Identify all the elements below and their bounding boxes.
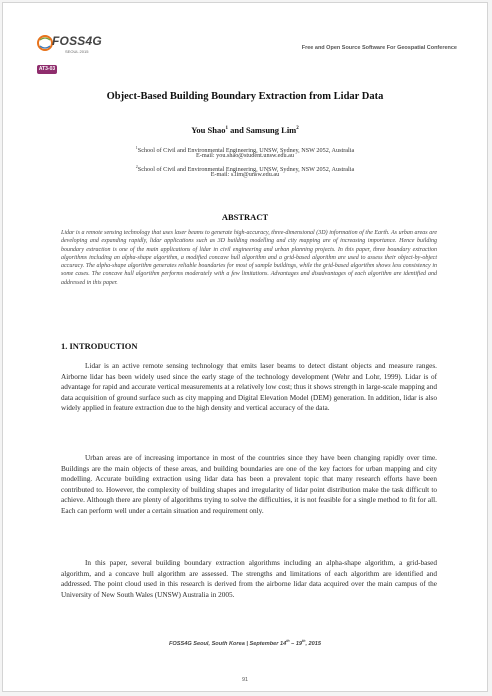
logo-text: FOSS4G (52, 34, 102, 48)
abstract-text: Lidar is a remote sensing technology that uses laser beams to generate high-accuracy, three-dimensional (3D) information of the Earth. As urban areas are developing and expanding rapidly, lidar applications such as 3D building modelling and city mapping are of increasing importance. Hence building boundary extraction is one of the main applications of lidar in civil engineering and urban planning projects. In this paper, three boundary extraction algorithms including an alpha-shape algorithm, a modified concave hull algorithm and a grid-based algorithm are used to assess their object-by-object accuracy. The alpha-shape algorithm generates reliable boundaries for most of sample buildings, while the grid-based algorithm shows less consistency in some cases. The concave hull algorithm performs moderately with a few limitations. Advantages and disadvantages of each algorithm are identified and addressed in this paper. (61, 230, 437, 286)
intro-paragraph-2 (61, 453, 437, 517)
footer-text: – 19 (289, 640, 303, 647)
session-badge: AT3-03 (38, 66, 56, 72)
paper-title: Object-Based Building Boundary Extraction from Lidar Data (106, 91, 384, 102)
logo-subtext: SEOUL 2015 (65, 49, 89, 54)
affiliation-superscript: 2 (135, 164, 138, 169)
page-footer (3, 639, 487, 647)
conference-name: Free and Open Source Software For Geospatial Conference (301, 45, 457, 51)
abstract-heading: ABSTRACT (221, 212, 269, 222)
affiliation-text: School of Civil and Environmental Engineering, UNSW, Sydney, NSW 2052, Australia (137, 166, 355, 174)
affiliation-text: School of Civil and Environmental Engineering, UNSW, Sydney, NSW 2052, Australia (137, 147, 355, 155)
paper-page (2, 2, 488, 692)
footer-superscript: th (286, 639, 290, 643)
author-superscript: 1 (225, 126, 228, 132)
foss4g-logo (37, 32, 109, 58)
email-2: E-mail: s.lim@unsw.edu.au (210, 171, 280, 178)
footer-text: , 2015 (305, 640, 322, 647)
page-number: 91 (241, 677, 249, 683)
intro-paragraph-3 (61, 558, 437, 600)
author-superscript: 2 (296, 126, 299, 132)
author-line (3, 125, 487, 135)
author-name: You Shao (191, 125, 226, 135)
paragraph-text: Urban areas are of increasing importance in most of the countries since they have been changing rapidly over time. Buildings are the main objects of these areas, and building boundaries are one of the key factors for urban mapping and city modelling. Accurate building extraction using lidar data has been a prevalent topic that many research efforts have been contributed to. However, the complexity of building shapes and irregularity of lidar point distribution make the task difficult to achieve. Although there are plenty of algorithms trying to solve the difficulties, it is not feasible for a single method to fit for all. Each can perform well under a certain situation and requirement only. (61, 454, 437, 515)
paragraph-text: In this paper, several building boundary extraction algorithms including an alpha-shape algorithm, a grid-based algorithm, and a concave hull algorithm are assessed. The strengths and limitations of each algorithm are identified and addressed. The point cloud used in this research is derived from the airborne lidar data acquired over the main campus of the University of New South Wales (UNSW) Australia in 2005. (61, 559, 437, 599)
paragraph-text: Lidar is an active remote sensing technology that emits laser beams to detect distant objects and measure ranges. Airborne lidar has been widely used since the early stage of the technology development (Wehr and Lohr, 1999). Lidar is of advantage for rapid and accurate vertical measurements at a relatively low cost; thus it shows strength in large-scale mapping and data acquisition of ground surface such as city mapping and Digital Elevation Model (DEM) generation. In addition, lidar is also widely applied in feature extraction due to the high density and vertical accuracy of the data. (61, 362, 437, 413)
footer-superscript: th (302, 639, 306, 643)
intro-paragraph-1 (61, 361, 437, 414)
affiliation-superscript: 1 (135, 145, 138, 150)
footer-text: FOSS4G Seoul, South Korea | September 14 (168, 640, 287, 647)
author-name: Samsung Lim (245, 125, 297, 135)
section-heading: 1. INTRODUCTION (61, 341, 138, 351)
email-1: E-mail: you.shao@student.unsw.edu.au (196, 152, 294, 159)
globe-icon (37, 32, 53, 54)
author-conjunction: and (227, 125, 246, 135)
